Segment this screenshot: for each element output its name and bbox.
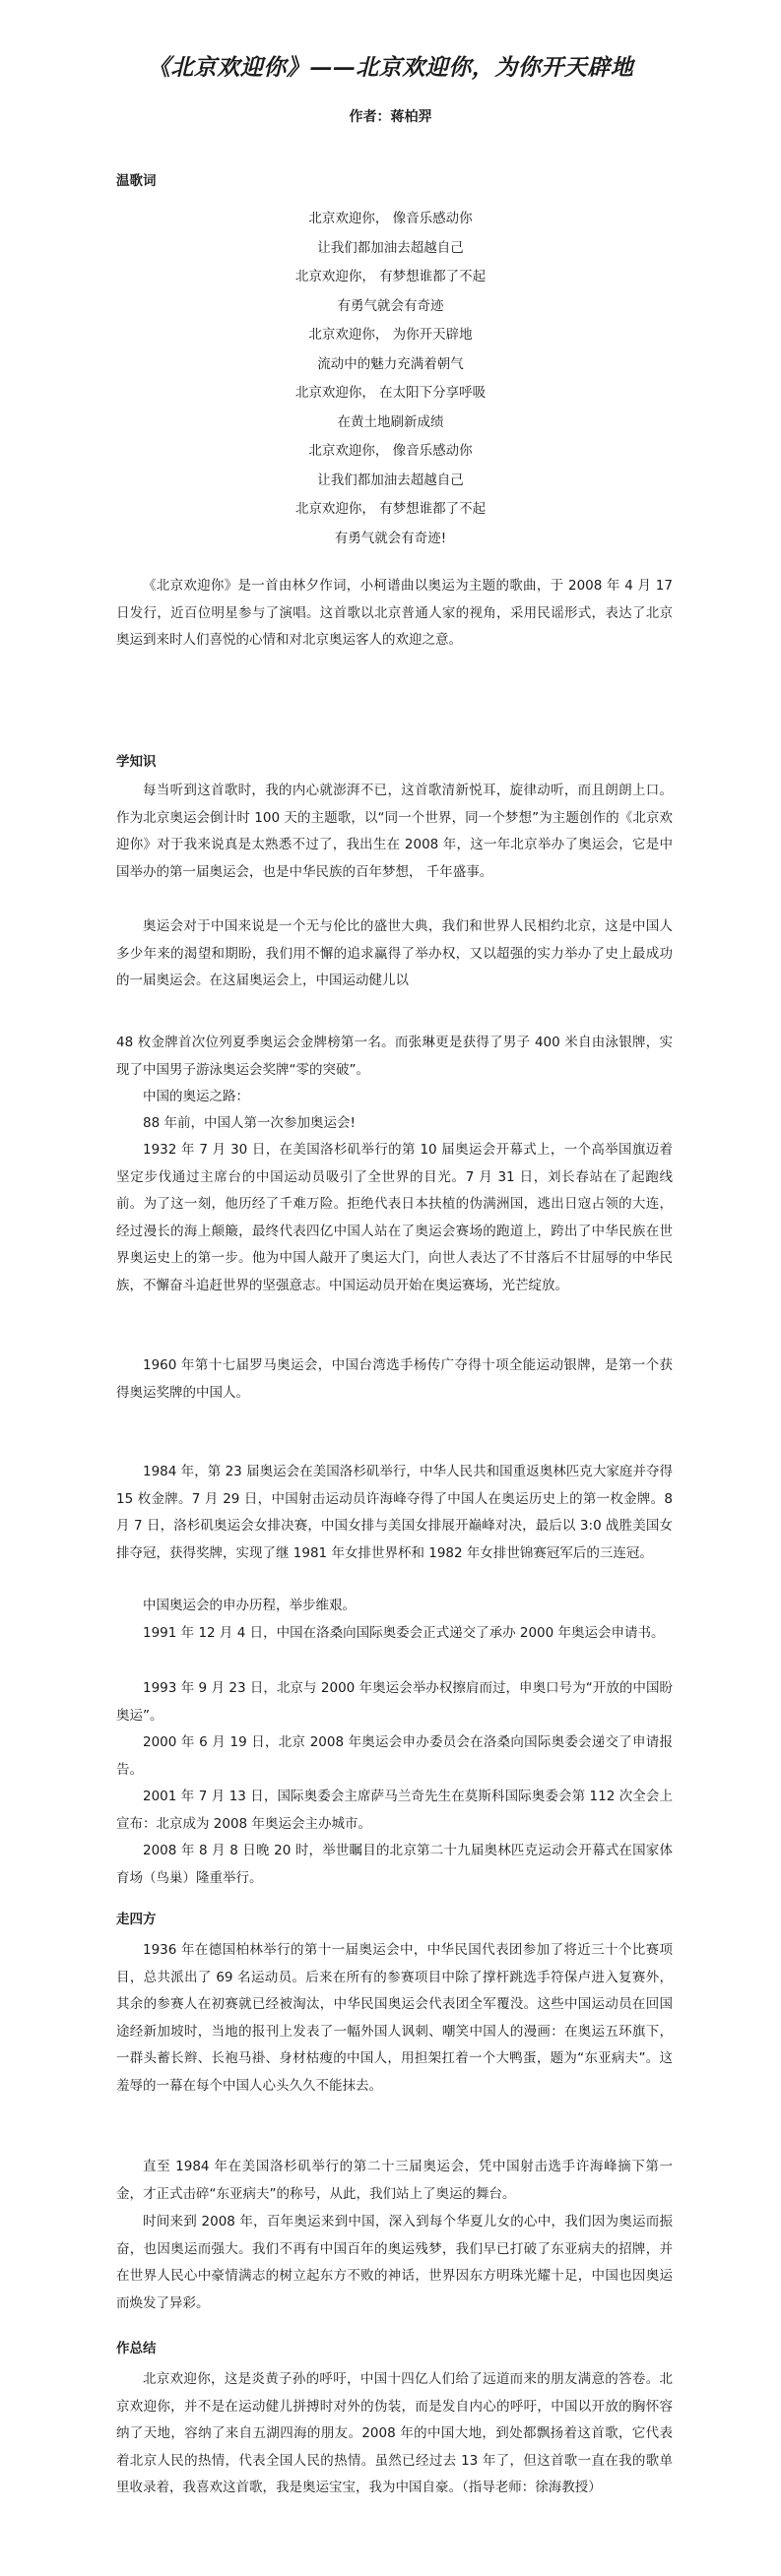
lyric-line: 有勇气就会有奇迹 bbox=[337, 297, 444, 314]
lyrics-verses bbox=[0, 205, 781, 553]
learn-paragraph: 1993 年 9 月 23 日，北京与 2000 年奥运会举办权擦肩而过，申奥口号为“开放的中国盼奥运”。 bbox=[116, 1680, 673, 1724]
learn-paragraph: 中国奥运会的申办历程，举步维艰。 bbox=[143, 1598, 356, 1613]
lyric-line: 北京欢迎你， 为你开天辟地 bbox=[308, 327, 473, 343]
lyric-line: 流动中的魅力充满着朝气 bbox=[317, 355, 464, 372]
learn-paragraph: 1991 年 12 月 4 日，中国在洛桑向国际奥委会正式递交了承办 2000 年奥运会申请书。 bbox=[143, 1625, 665, 1641]
lyric-line: 让我们都加油去超越自己 bbox=[317, 239, 464, 256]
learn-heading: 学知识 bbox=[116, 754, 157, 770]
learn-paragraph: 奥运会对于中国来说是一个无与伦比的盛世大典，我们和世界人民相约北京，这是中国人多少年来的渴望和期盼，我们用不懈的追求赢得了举办权，又以超强的实力举办了史上最成功的一届奥运会。在这届奥运会上，中国运动健儿以 bbox=[116, 918, 673, 988]
summary-paragraph: 北京欢迎你，这是炎黄子孙的呼吁，中国十四亿人们给了远道而来的朋友满意的答卷。北京欢迎你，并不是在运动健儿拼搏时对外的伪装，而是发自内心的呼吁，中国以开放的胸怀容纳了天地，容纳了来自五湖四海的朋友。2008 年的中国大地，到处都飘扬着这首歌，它代表着北京人民的热情，代表全国人民的热情。虽然已经过去 13 年了，但这首歌一直在我的歌单里收录着，我喜欢这首歌，我是奥运宝宝，我为中国自豪。（指导老师：徐海教授） bbox=[116, 2371, 673, 2495]
learn-paragraph: 2000 年 6 月 19 日，北京 2008 年奥运会申办委员会在洛桑向国际奥委会递交了申请报告。 bbox=[116, 1734, 673, 1778]
lyric-line: 北京欢迎你， 像音乐感动你 bbox=[308, 443, 473, 459]
article-author: 作者：蒋柏羿 bbox=[349, 109, 432, 125]
lyric-line: 有勇气就会有奇迹! bbox=[334, 530, 447, 546]
article-title: 《北京欢迎你》——北京欢迎你，为你开天辟地 bbox=[147, 54, 634, 81]
learn-paragraph: 中国的奥运之路： bbox=[143, 1089, 249, 1104]
summary-section bbox=[0, 2339, 781, 2358]
summary-heading: 作总结 bbox=[116, 2341, 157, 2356]
walk-heading: 走四方 bbox=[116, 1912, 157, 1927]
lyric-line: 北京欢迎你， 像音乐感动你 bbox=[308, 211, 473, 226]
lyrics-intro-paragraph: 《北京欢迎你》是一首由林夕作词，小柯谱曲以奥运为主题的歌曲，于 2008 年 4 月 17 日发行，近百位明星参与了演唱。这首歌以北京普通人家的视角，采用民谣形式，表达了北京奥运到来时人们喜悦的心情和对北京奥运客人的欢迎之意。 bbox=[116, 578, 673, 648]
learn-paragraph: 2001 年 7 月 13 日，国际奥委会主席萨马兰奇先生在莫斯科国际奥委会第 112 次全会上宣布：北京成为 2008 年奥运会主办城市。 bbox=[116, 1789, 673, 1832]
learn-paragraph: 2008 年 8 月 8 日晚 20 时，举世瞩目的北京第二十九届奥林匹克运动会开幕式在国家体育场（鸟巢）隆重举行。 bbox=[116, 1843, 673, 1886]
lyric-line: 北京欢迎你， 在太阳下分享呼吸 bbox=[294, 385, 487, 401]
lyric-line: 在黄土地刷新成绩 bbox=[337, 413, 444, 430]
walk-paragraph: 1936 年在德国柏林举行的第十一届奥运会中，中华民国代表团参加了将近三十个比赛项目，总共派出了 69 名运动员。后来在所有的参赛项目中除了撑杆跳选手符保卢进入复赛外，其余的参赛人在初赛就已经被淘汰，中华民国奥运会代表团全军覆没。这些中国运动员在回国途经新加坡时，当地的报刊上发表了一幅外国人讽刺、嘲笑中国人的漫画：在奥运五环旗下，一群头蓄长辫、长袍马褂、身材枯瘦的中国人，用担架扛着一个大鸭蛋，题为“东亚病夫”。这羞辱的一幕在每个中国人心头久久不能抹去。 bbox=[116, 1942, 673, 2094]
lyric-line: 北京欢迎你， 有梦想谁都了不起 bbox=[294, 269, 487, 284]
learn-paragraph: 每当听到这首歌时，我的内心就澎湃不已，这首歌清新悦耳，旋律动听，而且朗朗上口。作为北京奥运会倒计时 100 天的主题歌，以“同一个世界，同一个梦想”为主题创作的《北京欢迎你》对于我来说真是太熟悉不过了，我出生在 2008 年，这一年北京举办了奥运会，它是中国举办的第一届奥运会，也是中华民族的百年梦想， 千年盛事。 bbox=[116, 783, 673, 880]
lyrics-section bbox=[0, 171, 781, 553]
walk-section bbox=[0, 1910, 781, 1929]
lyric-line: 让我们都加油去超越自己 bbox=[317, 471, 464, 488]
learn-paragraph: 1932 年 7 月 30 日，在美国洛杉矶举行的第 10 届奥运会开幕式上，一个高举国旗迈着坚定步伐通过主席台的中国运动员吸引了全世界的目光。7 月 31 日，刘长春站在了起跑线前。为了这一刻，他历经了千难万险。拒绝代表日本扶植的伪满洲国，逃出日寇占领的大连，经过漫长的海上颠簸，最终代表四亿中国人站在了奥运会赛场的跑道上，跨出了中华民族在世界奥运史上的第一步。他为中国人敲开了奥运大门，向世人表达了不甘落后不甘屈辱的中华民族，不懈奋斗追赶世界的坚强意志。中国运动员开始在奥运赛场，光芒绽放。 bbox=[116, 1142, 673, 1293]
lyrics-heading: 温歌词 bbox=[116, 173, 157, 189]
walk-paragraph: 时间来到 2008 年，百年奥运来到中国，深入到每个华夏儿女的心中，我们因为奥运而振奋，也因奥运而强大。我们不再有中国百年的奥运残梦，我们早已打破了东亚病夫的招牌，并在世界人民心中豪情满志的树立起东方不败的神话，世界因东方明珠光耀十足，中国也因奥运而焕发了异彩。 bbox=[116, 2214, 673, 2311]
learn-paragraph: 48 枚金牌首次位列夏季奥运会金牌榜第一名。而张琳更是获得了男子 400 米自由泳银牌，实现了中国男子游泳奥运会奖牌“零的突破”。 bbox=[116, 1035, 673, 1078]
learn-paragraph: 1984 年，第 23 届奥运会在美国洛杉矶举行，中华人民共和国重返奥林匹克大家庭并夺得 15 枚金牌。7 月 29 日，中国射击运动员许海峰夺得了中国人在奥运历史上的第一枚金牌。8 月 7 日，洛杉矶奥运会女排决赛，中国女排与美国女排展开巅峰对决，最后以 3:0 战胜美国女排夺冠，获得奖牌，实现了继 1981 年女排世界杯和 1982 年女排世锦赛冠军后的三连冠。 bbox=[116, 1464, 673, 1561]
learn-paragraph: 1960 年第十七届罗马奥运会，中国台湾选手杨传广夺得十项全能运动银牌，是第一个获得奥运奖牌的中国人。 bbox=[116, 1357, 673, 1401]
learn-paragraph: 88 年前，中国人第一次参加奥运会! bbox=[143, 1115, 356, 1131]
walk-paragraph: 直至 1984 年在美国洛杉矶举行的第二十三届奥运会，凭中国射击选手许海峰摘下第一金，才正式击碎“东亚病夫”的称号，从此，我们站上了奥运的舞台。 bbox=[116, 2159, 673, 2202]
learn-section bbox=[0, 752, 781, 772]
lyric-line: 北京欢迎你， 有梦想谁都了不起 bbox=[294, 501, 487, 517]
